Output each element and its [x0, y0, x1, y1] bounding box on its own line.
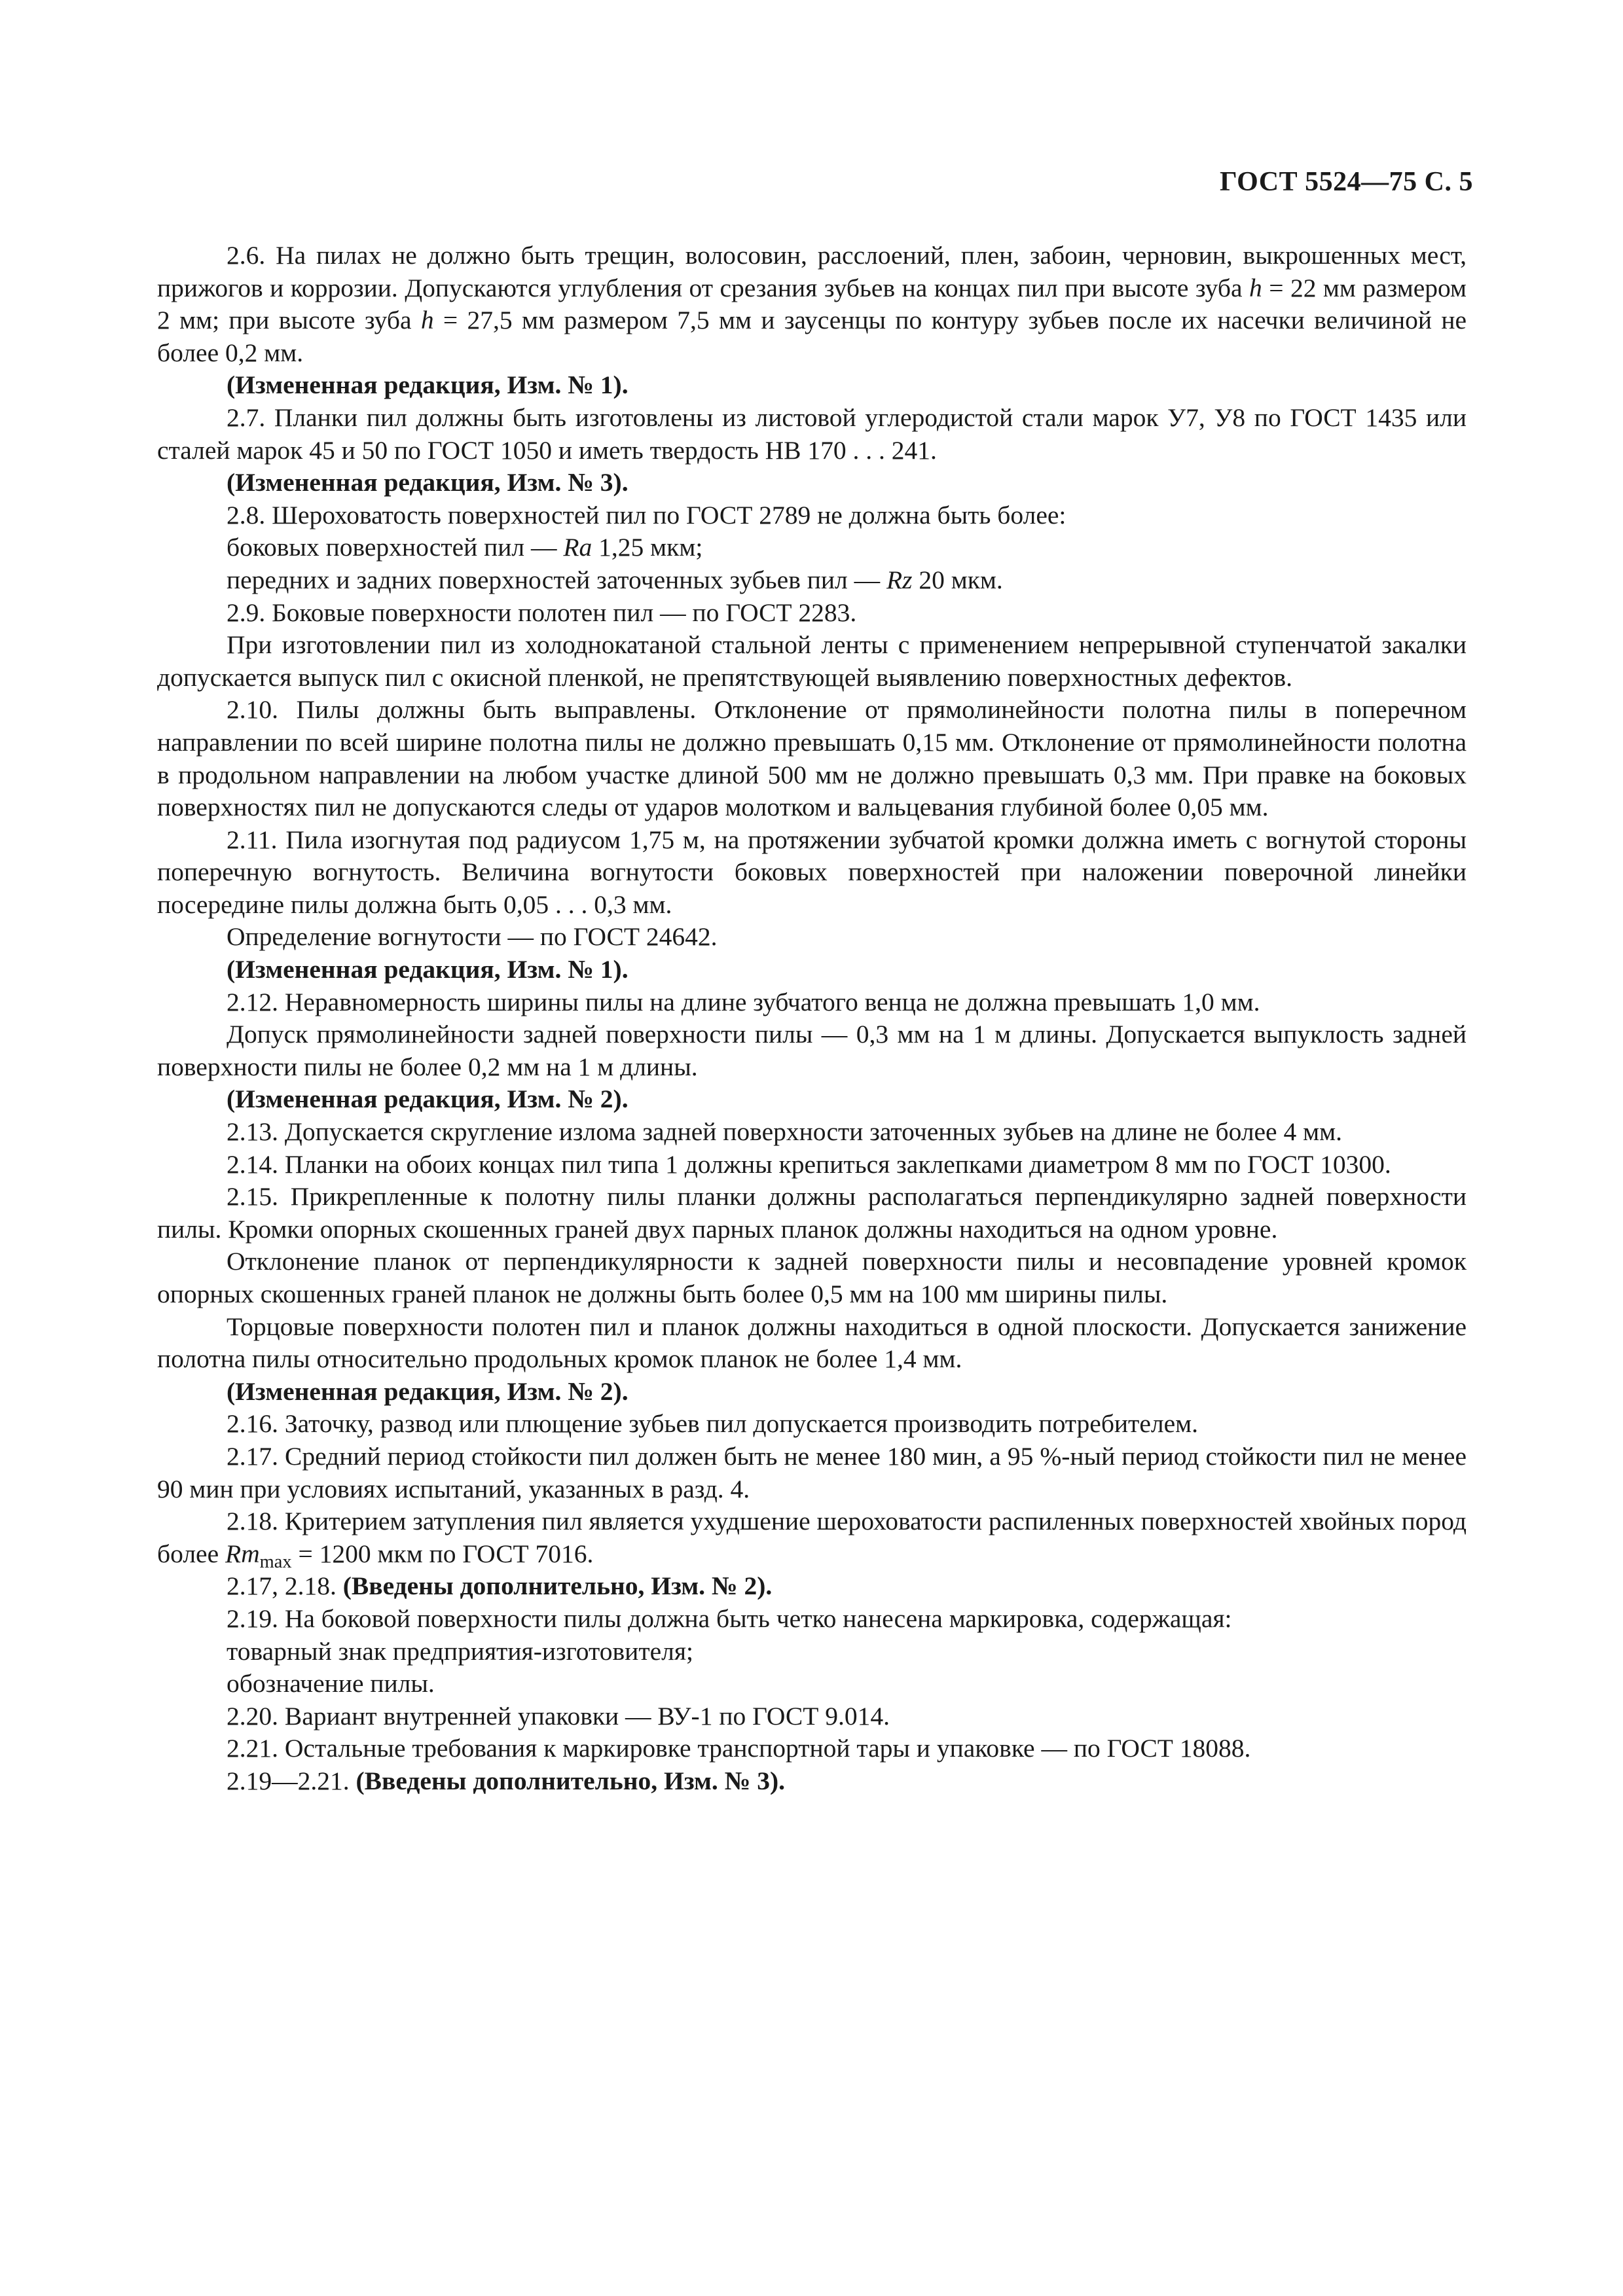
text-run: передних и задних поверхностей заточенных зубьев пил —: [227, 565, 886, 594]
text-run: = 27,5 мм размером 7,5 мм и заусенцы по контуру зубьев после их насечки величиной не более 0,2 мм.: [157, 306, 1467, 367]
text-run: = 1200 мкм по ГОСТ 7016.: [291, 1539, 594, 1568]
paragraph: [157, 1441, 1467, 1505]
text-run: = 22 мм размером 2 мм; при высоте зуба: [157, 273, 1467, 335]
paragraph: [157, 1083, 1467, 1116]
bold-text: (Измененная редакция, Изм. № 3).: [227, 468, 629, 497]
text-run: Допуск прямолинейности задней поверхности пилы — 0,3 мм на 1 м длины. Допускается выпуклость задней поверхности пилы не более 0,2 мм на 1 м длины.: [157, 1020, 1467, 1081]
bold-text: (Введены дополнительно, Изм. № 3).: [356, 1766, 786, 1795]
text-run: При изготовлении пил из холоднокатаной стальной ленты с применением непрерывной ступенчатой закалки допускается выпуск пил с окисной пленкой, не препятствующей выявлению поверхностных дефектов.: [157, 630, 1467, 692]
italic-text: Ra: [563, 533, 593, 562]
italic-text: Rm: [225, 1539, 260, 1568]
paragraph: [157, 1700, 1467, 1733]
paragraph: [157, 1765, 1467, 1798]
italic-text: h: [420, 306, 434, 335]
paragraph: [157, 1149, 1467, 1181]
text-run: 2.17, 2.18.: [227, 1571, 343, 1601]
text-run: 2.16. Заточку, развод или плющение зубьев пил допускается производить потребителем.: [227, 1409, 1198, 1439]
paragraph: [157, 1311, 1467, 1376]
paragraph: [157, 1181, 1467, 1246]
text-run: Определение вогнутости — по ГОСТ 24642.: [227, 922, 718, 952]
paragraph: [157, 1732, 1467, 1765]
text-run: 2.6. На пилах не должно быть трещин, волосовин, расслоений, плен, забоин, черновин, выкрошенных мест, прижогов и коррозии. Допускаются углубления от срезания зубьев на концах пил при высоте зуба: [157, 241, 1467, 302]
text-run: 2.12. Неравномерность ширины пилы на длине зубчатого венца не должна превышать 1,0 мм.: [227, 987, 1260, 1016]
paragraph: [157, 240, 1467, 369]
paragraph: [157, 1246, 1467, 1310]
paragraph: [157, 1018, 1467, 1083]
text-run: 2.21. Остальные требования к маркировке транспортной тары и упаковке — по ГОСТ 18088.: [227, 1734, 1251, 1763]
paragraph: [157, 629, 1467, 694]
paragraph: [157, 597, 1467, 630]
bold-text: (Измененная редакция, Изм. № 1).: [227, 370, 629, 400]
paragraph: [157, 499, 1467, 532]
paragraph: [157, 1570, 1467, 1603]
paragraph: [157, 954, 1467, 986]
text-run: 2.15. Прикрепленные к полотну пилы планки должны располагаться перпендикулярно задней поверхности пилы. Кромки опорных скошенных граней двух парных планок должны находиться на одном уровне.: [157, 1182, 1467, 1244]
paragraph: [157, 921, 1467, 954]
text-run: 2.17. Средний период стойкости пил должен быть не менее 180 мин, а 95 %-ный период стойкости пил не менее 90 мин при условиях испытаний, указанных в разд. 4.: [157, 1441, 1467, 1503]
subscript-text: max: [259, 1551, 292, 1572]
text-run: Торцовые поверхности полотен пил и планок должны находиться в одной плоскости. Допускается занижение полотна пилы относительно продольных кромок планок не более 1,4 мм.: [157, 1312, 1467, 1374]
text-run: обозначение пилы.: [227, 1669, 435, 1698]
text-run: 2.10. Пилы должны быть выправлены. Отклонение от прямолинейности полотна пилы в поперечном направлении по всей ширине полотна пилы не должно превышать 0,15 мм. Отклонение от прямолинейности полотна в продольном направлении на любом участке длиной 500 мм не должно превышать 0,3 мм. При правке на боковых поверхностях пил не допускаются следы от ударов молотком и вальцевания глубиной более 0,05 мм.: [157, 695, 1467, 822]
paragraph: [157, 1636, 1467, 1668]
paragraph: [157, 694, 1467, 823]
paragraph: [157, 986, 1467, 1019]
paragraph: [157, 564, 1467, 597]
text-run: 1,25 мкм;: [592, 533, 703, 562]
text-run: 2.13. Допускается скругление излома задней поверхности заточенных зубьев на длине не более 4 мм.: [227, 1117, 1342, 1147]
text-run: 2.14. Планки на обоих концах пил типа 1 должны крепиться заклепками диаметром 8 мм по ГОСТ 10300.: [227, 1149, 1391, 1179]
paragraph: [157, 369, 1467, 402]
page-header: ГОСТ 5524—75 С. 5: [1219, 167, 1473, 197]
text-run: боковых поверхностей пил —: [227, 533, 564, 562]
italic-text: h: [1249, 273, 1262, 302]
text-run: 2.19. На боковой поверхности пилы должна быть четко нанесена маркировка, содержащая:: [227, 1604, 1232, 1633]
text-run: товарный знак предприятия-изготовителя;: [227, 1636, 693, 1666]
text-run: 2.7. Планки пил должны быть изготовлены из листовой углеродистой стали марок У7, У8 по ГОСТ 1435 или сталей марок 45 и 50 по ГОСТ 1050 и иметь твердость НВ 170 . . . 241.: [157, 403, 1467, 465]
paragraph: [157, 1376, 1467, 1408]
italic-text: Rz: [886, 565, 913, 594]
paragraph: [157, 1668, 1467, 1700]
paragraph: [157, 1408, 1467, 1441]
paragraph: [157, 824, 1467, 922]
text-run: 2.19—2.21.: [227, 1766, 356, 1795]
bold-text: (Введены дополнительно, Изм. № 2).: [342, 1571, 773, 1601]
text-run: 20 мкм.: [912, 565, 1003, 594]
paragraph: [157, 1505, 1467, 1570]
paragraph: [157, 467, 1467, 499]
text-run: 2.20. Вариант внутренней упаковки — ВУ-1 по ГОСТ 9.014.: [227, 1701, 890, 1731]
bold-text: (Измененная редакция, Изм. № 1).: [227, 955, 629, 984]
text-run: 2.11. Пила изогнутая под радиусом 1,75 м, на протяжении зубчатой кромки должна иметь с вогнутой стороны поперечную вогнутость. Величина вогнутости боковых поверхностей при наложении поверочной линейки посередине пилы должна быть 0,05 . . . 0,3 мм.: [157, 825, 1467, 919]
text-run: 2.8. Шероховатость поверхностей пил по ГОСТ 2789 не должна быть более:: [227, 500, 1067, 529]
text-run: Отклонение планок от перпендикулярности к задней поверхности пилы и несовпадение уровней кромок опорных скошенных граней планок не должны быть более 0,5 мм на 100 мм ширины пилы.: [157, 1247, 1467, 1308]
bold-text: (Измененная редакция, Изм. № 2).: [227, 1376, 629, 1406]
paragraph: [157, 402, 1467, 467]
paragraph: [157, 1116, 1467, 1149]
document-body: [157, 240, 1467, 1798]
text-run: 2.9. Боковые поверхности полотен пил — по ГОСТ 2283.: [227, 598, 857, 627]
text-run: 2.18. Критерием затупления пил является ухудшение шероховатости распиленных поверхностей хвойных пород более: [157, 1507, 1467, 1568]
paragraph: [157, 1603, 1467, 1636]
paragraph: [157, 531, 1467, 564]
bold-text: (Измененная редакция, Изм. № 2).: [227, 1085, 629, 1114]
